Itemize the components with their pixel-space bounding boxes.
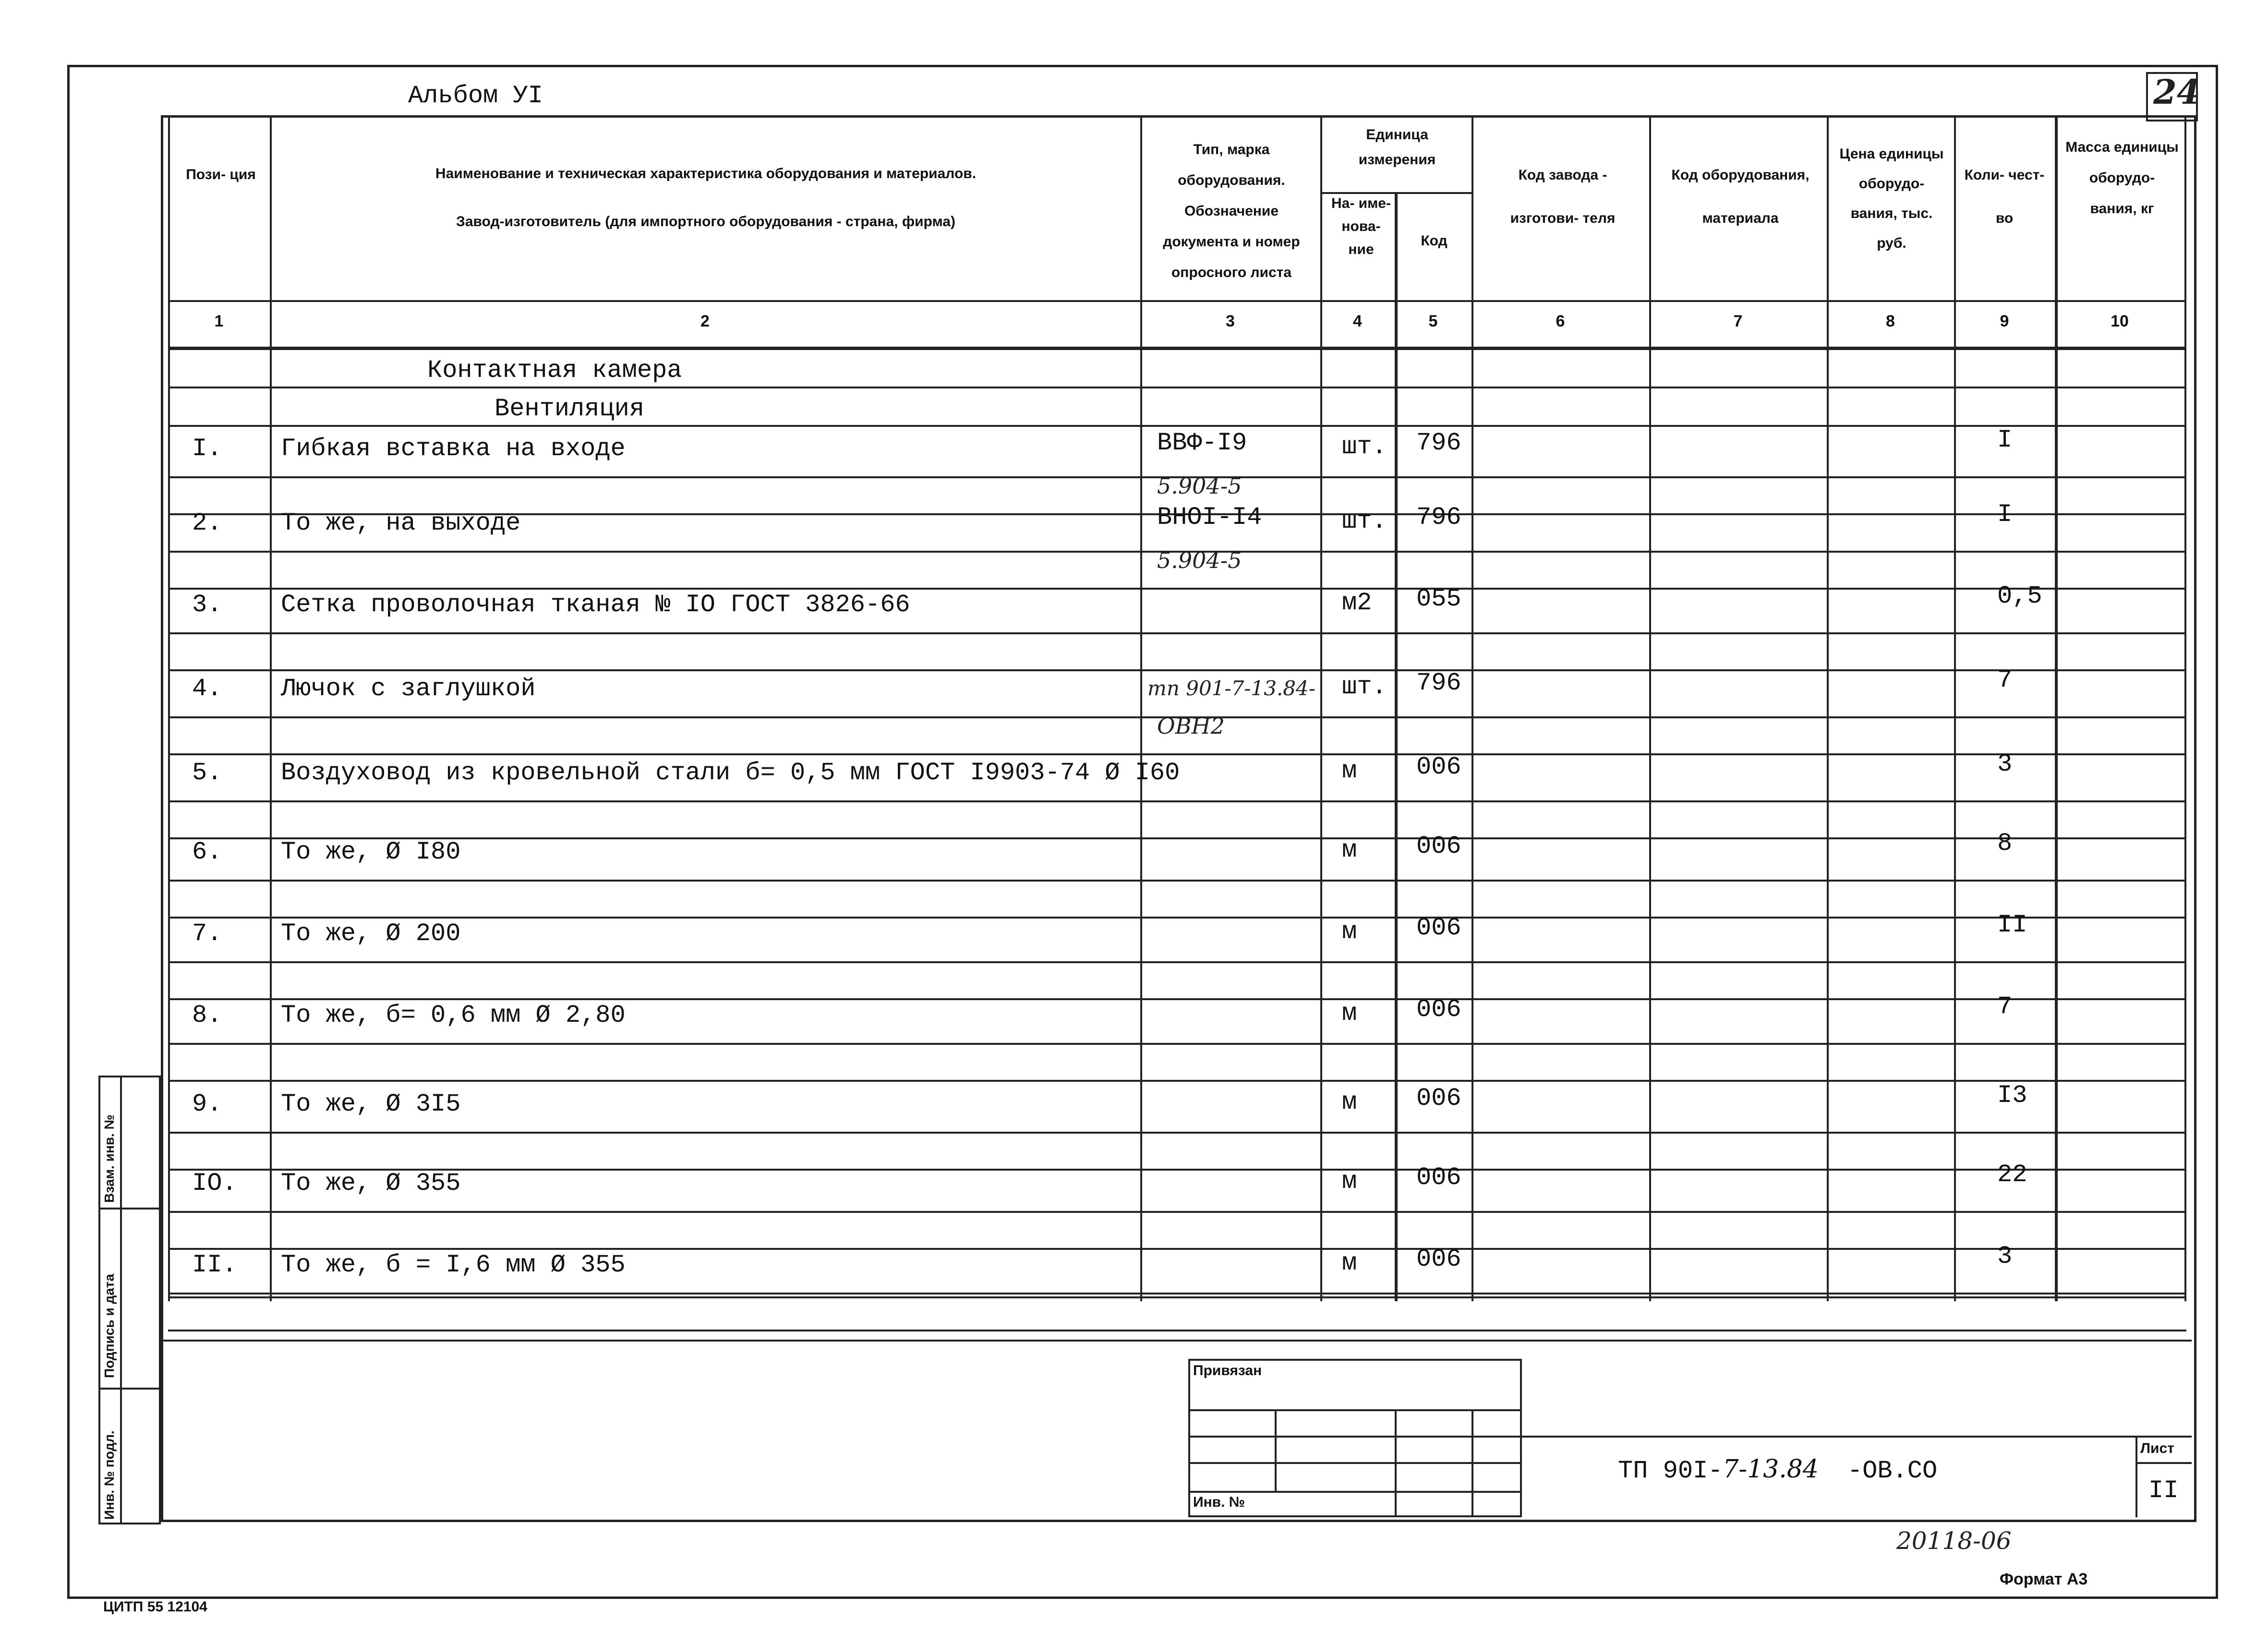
- row-unit: шт.: [1342, 673, 1387, 701]
- row-unit: м: [1342, 836, 1357, 864]
- row-quantity: 7: [1997, 992, 2013, 1021]
- col-divider: [2055, 115, 2058, 1301]
- table-row-line: [168, 588, 2186, 590]
- table-row-line: [168, 1248, 2186, 1250]
- doc-code: [1618, 1455, 1937, 1485]
- table-row-line: [168, 1043, 2186, 1045]
- header-top: [168, 115, 2186, 117]
- attached-divider: [1395, 1409, 1397, 1517]
- row-type-doc: 5.904-5: [1157, 547, 1242, 573]
- row-position: 7.: [192, 919, 222, 948]
- row-name: Воздуховод из кровельной стали б= 0,5 мм ГОСТ I9903-74 Ø I60: [281, 759, 1180, 787]
- table-border-left: [168, 115, 170, 1301]
- row-unit: м: [1342, 1167, 1357, 1196]
- row-unit: шт.: [1342, 507, 1387, 535]
- row-unit-code: 006: [1416, 753, 1461, 781]
- colnum-10: 10: [2111, 312, 2129, 330]
- row-type: ВНОI-I4: [1157, 503, 1262, 532]
- header-bottom: [168, 300, 2186, 302]
- colnum-8: 8: [1886, 312, 1895, 330]
- header-unit-name: На- име- нова- ние: [1331, 195, 1391, 257]
- sheet-value: II: [2148, 1476, 2179, 1505]
- row-quantity: I: [1997, 426, 2013, 454]
- row-unit: м: [1342, 1088, 1357, 1116]
- section-title-ventilation: Вентиляция: [495, 395, 645, 423]
- attached-label: Привязан: [1193, 1363, 1262, 1379]
- row-unit: м: [1342, 757, 1357, 785]
- header-price: Цена единицы оборудо- вания, тыс. руб.: [1839, 146, 1944, 251]
- doc-code-line: [1522, 1436, 2192, 1438]
- sheet-box-line: [2135, 1462, 2192, 1464]
- row-unit-code: 006: [1416, 1084, 1461, 1113]
- table-row-line: [168, 1169, 2186, 1171]
- row-type-doc: 5.904-5: [1157, 473, 1242, 499]
- header-mass: Масса единицы оборудо- вания, кг: [2065, 139, 2179, 217]
- doc-code-hand: 7-13.84: [1723, 1455, 1819, 1484]
- row-unit-code: 055: [1416, 585, 1461, 613]
- sheet-number-handwritten: 24: [2153, 72, 2200, 112]
- table-row-line: [168, 669, 2186, 671]
- attached-divider: [1275, 1409, 1277, 1491]
- row-quantity: II: [1997, 911, 2027, 939]
- col-divider: [1320, 115, 1322, 1301]
- row-position: 2.: [192, 509, 222, 537]
- row-type-doc: ОВН2: [1157, 713, 1225, 739]
- row-quantity: 3: [1997, 750, 2013, 778]
- row-name: Гибкая вставка на входе: [281, 435, 626, 463]
- sheet-box-divider: [2135, 1436, 2137, 1517]
- row-unit: шт.: [1342, 433, 1387, 461]
- row-name: Сетка проволочная тканая № IО ГОСТ 3826-66: [281, 591, 910, 619]
- row-position: II.: [192, 1251, 237, 1279]
- album-label: Альбом УI: [408, 82, 543, 110]
- row-quantity: 22: [1997, 1161, 2027, 1189]
- table-border-right: [2184, 115, 2186, 1301]
- row-quantity: 0,5: [1997, 582, 2042, 610]
- row-name: То же, на выходе: [281, 509, 521, 537]
- col-divider: [1954, 115, 1956, 1301]
- table-row-line: [168, 1293, 2186, 1294]
- table-row-line: [168, 387, 2186, 388]
- row-name: То же, б = I,6 мм Ø 355: [281, 1251, 626, 1279]
- side-label-replaced-inv: Взам. инв. №: [102, 1114, 117, 1203]
- row-unit-code: 006: [1416, 1245, 1461, 1273]
- table-row-line: [168, 425, 2186, 427]
- side-label-signature-date: Подпись и дата: [102, 1274, 117, 1378]
- sheet-number-box: [2146, 72, 2198, 121]
- row-quantity: 8: [1997, 829, 2013, 858]
- row-type: ВВФ-I9: [1157, 429, 1247, 457]
- header-type: Тип, марка оборудования. Обозначение документа и номер опросного листа: [1163, 142, 1300, 280]
- row-quantity: I: [1997, 500, 2013, 529]
- table-row-line: [168, 800, 2186, 802]
- row-position: 5.: [192, 759, 222, 787]
- row-name: То же, б= 0,6 мм Ø 2,80: [281, 1001, 626, 1029]
- row-name: То же, Ø I80: [281, 838, 461, 866]
- table-row-line: [168, 1296, 2186, 1298]
- row-unit: м: [1342, 999, 1357, 1028]
- section-title-chamber: Контактная камера: [427, 356, 682, 385]
- col-divider: [1395, 192, 1398, 1301]
- doc-code-suffix: -ОВ.СО: [1847, 1457, 1938, 1485]
- table-row-line: [168, 632, 2186, 634]
- row-unit: м2: [1342, 589, 1372, 617]
- row-position: IО.: [192, 1169, 237, 1197]
- header-name-line1: Наименование и техническая характеристика оборудования и материалов.: [435, 166, 977, 181]
- colnum-6: 6: [1556, 312, 1565, 330]
- row-unit: м: [1342, 918, 1357, 946]
- row-name: То же, Ø 355: [281, 1169, 461, 1197]
- row-unit-code: 006: [1416, 1163, 1461, 1192]
- attached-divider: [1472, 1409, 1473, 1517]
- row-unit-code: 006: [1416, 914, 1461, 942]
- table-row-line: [168, 961, 2186, 963]
- side-strip-line: [98, 1388, 161, 1390]
- colnum-bottom: [168, 347, 2186, 350]
- colnum-4: 4: [1353, 312, 1362, 330]
- row-name: Лючок с заглушкой: [281, 675, 536, 703]
- col-divider: [1472, 115, 1473, 1301]
- header-factory-code: Код завода - изготови- теля: [1510, 167, 1616, 226]
- colnum-1: 1: [214, 312, 224, 330]
- col-divider: [1827, 115, 1829, 1301]
- side-strip-divider: [120, 1076, 122, 1524]
- row-unit-code: 006: [1416, 832, 1461, 860]
- colnum-5: 5: [1428, 312, 1438, 330]
- row-name: То же, Ø 3I5: [281, 1090, 461, 1118]
- table-row-line: [168, 1132, 2186, 1134]
- table-row-line: [168, 1330, 2186, 1331]
- row-position: 6.: [192, 838, 222, 866]
- row-position: 9.: [192, 1090, 222, 1118]
- side-strip-line: [98, 1208, 161, 1210]
- table-row-line: [168, 1080, 2186, 1082]
- row-unit-code: 796: [1416, 503, 1461, 532]
- table-row-line: [168, 880, 2186, 882]
- header-quantity: Коли- чест- во: [1964, 167, 2045, 226]
- row-position: I.: [192, 435, 222, 463]
- table-row-line: [168, 753, 2186, 755]
- sheet-label: Лист: [2140, 1440, 2174, 1456]
- row-type: тп 901-7-13.84-: [1147, 677, 1315, 700]
- inv-label: Инв. №: [1193, 1494, 1245, 1510]
- row-position: 4.: [192, 675, 222, 703]
- row-unit-code: 006: [1416, 995, 1461, 1024]
- row-quantity: I3: [1997, 1081, 2027, 1110]
- header-unit-group: Единица измерения: [1358, 127, 1436, 168]
- side-label-inv-original: Инв. № подл.: [102, 1430, 117, 1520]
- colnum-2: 2: [700, 312, 710, 330]
- row-quantity: 7: [1997, 666, 2013, 694]
- header-name-line2: Завод-изготовитель (для импортного оборудования - страна, фирма): [456, 214, 955, 230]
- table-row-line: [168, 917, 2186, 919]
- colnum-3: 3: [1226, 312, 1235, 330]
- header-position: Пози- ция: [186, 167, 256, 182]
- row-quantity: 3: [1997, 1242, 2013, 1270]
- col-divider: [1140, 115, 1142, 1301]
- stamp-top-line: [161, 1340, 2192, 1342]
- col-divider: [270, 115, 272, 1301]
- bottom-hand-number: 20118-06: [1896, 1527, 2012, 1555]
- row-name: То же, Ø 200: [281, 919, 461, 948]
- row-unit-code: 796: [1416, 669, 1461, 697]
- colnum-7: 7: [1733, 312, 1743, 330]
- table-row-line: [168, 1211, 2186, 1213]
- row-position: 8.: [192, 1001, 222, 1029]
- row-unit: м: [1342, 1249, 1357, 1277]
- table-row-line: [168, 998, 2186, 1000]
- row-position: 3.: [192, 591, 222, 619]
- col-divider: [1649, 115, 1651, 1301]
- table-row-line: [168, 837, 2186, 839]
- header-unit-code: Код: [1421, 233, 1448, 249]
- doc-code-prefix: ТП 90I-: [1618, 1457, 1723, 1485]
- format-label: Формат А3: [2000, 1570, 2088, 1588]
- print-mark: ЦИТП 55 12104: [103, 1599, 207, 1615]
- colnum-9: 9: [2000, 312, 2009, 330]
- row-unit-code: 796: [1416, 429, 1461, 457]
- header-equipment-code: Код оборудования, материала: [1671, 167, 1810, 226]
